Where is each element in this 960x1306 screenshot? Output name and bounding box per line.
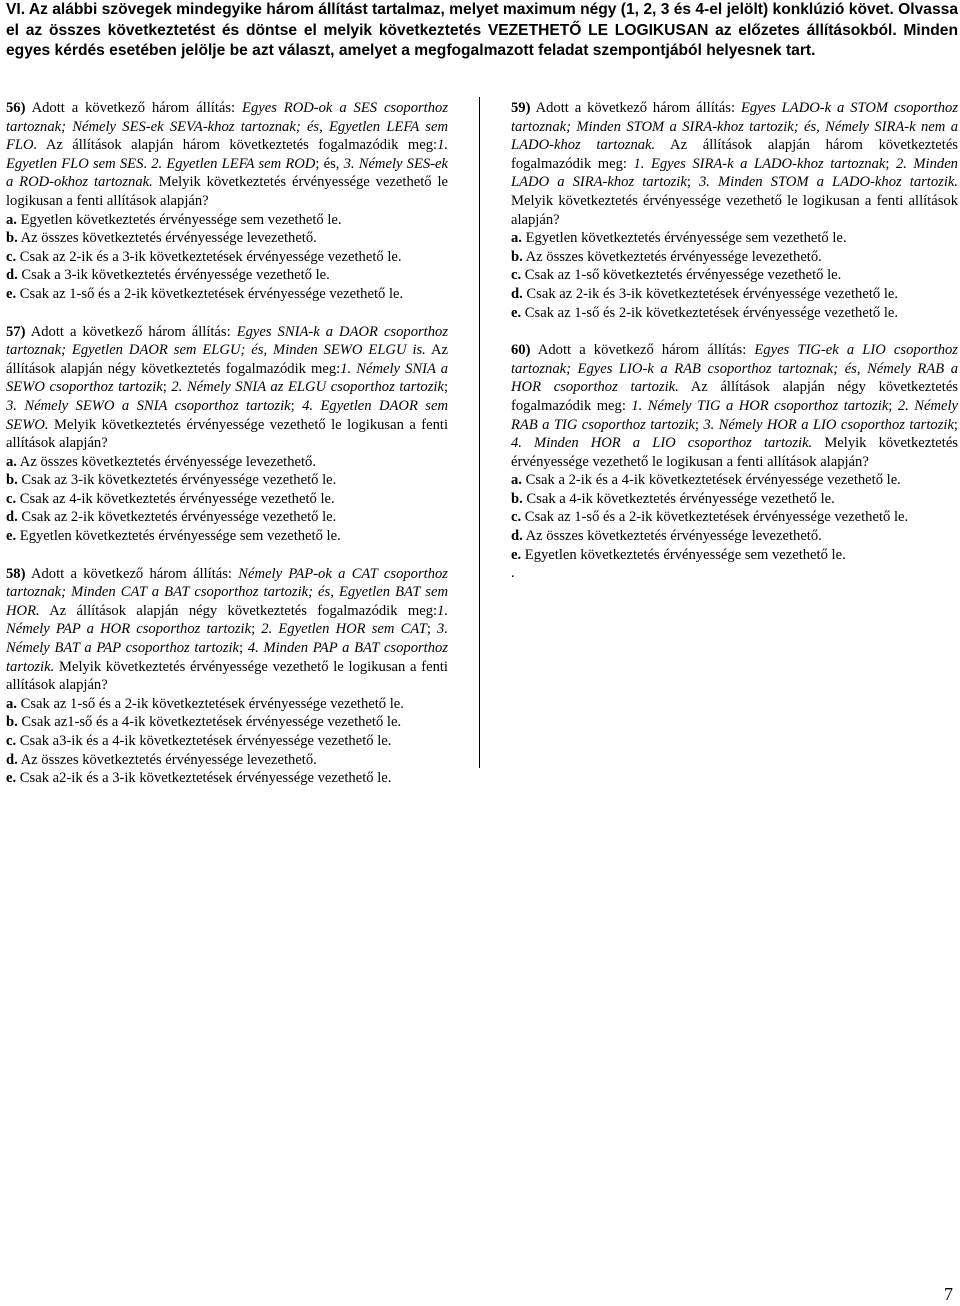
option-e[interactable]: e. Csak az 1-ső és 2-ik következtetések érvényessége vezethető le. bbox=[511, 304, 898, 321]
premises: Némely PAP-ok a CAT csoporthoz tartoznak; Minden CAT a BAT csoporthoz tartozik; és, Egyetlen BAT sem HOR. bbox=[6, 565, 448, 619]
question-number: 58) bbox=[6, 565, 26, 582]
question-57 bbox=[6, 323, 448, 546]
conclusion-1: 1. Egyetlen FLO sem SES bbox=[6, 137, 449, 172]
option-c[interactable]: c. Csak az 1-ső következtetés érvényessége vezethető le. bbox=[511, 267, 842, 284]
conclusion-3: 3. Némely BAT a PAP csoporthoz tartozik bbox=[6, 621, 448, 657]
option-c[interactable]: c. Csak a3-ik és a 4-ik következtetések érvényessége vezethető le. bbox=[6, 733, 392, 749]
question-stem: 57) Adott a következő három állítás: Egyes SNIA-k a DAOR csoporthoz tartoznak; Egyetlen DAOR sem ELGU; és, Minden SEWO ELGU is. Az állítások alapján négy következtetés fogalmazódik meg:1. Némely SNIA a SEWO csoporthoz tartozik; 2. Némely SNIA az ELGU csoporthoz tartozik; 3. Némely SEWO a SNIA csoporthoz tartozik; 4. Egyetlen DAOR sem SEWO. Melyik következtetés érvényessége vezethető le logikusan a fenti allítások alapján? bbox=[6, 323, 449, 452]
left-column bbox=[6, 99, 448, 807]
premises: Egyes SNIA-k a DAOR csoporthoz tartoznak; Egyetlen DAOR sem ELGU; és, Minden SEWO ELGU is. bbox=[6, 323, 449, 359]
question-stem: 58) Adott a következő három állítás: Némely PAP-ok a CAT csoporthoz tartoznak; Minden CAT a BAT csoporthoz tartozik; és, Egyetlen BAT sem HOR. Az állítások alapján négy következtetés fogalmazódik meg:1. Némely PAP a HOR csoporthoz tartozik; 2. Egyetlen HOR sem CAT; 3. Némely BAT a PAP csoporthoz tartozik; 4. Minden PAP a BAT csoporthoz tartozik. Melyik következtetés érvényessége vezethető le logikusan a fenti allítások alapján? bbox=[6, 565, 449, 694]
conclusion-2: 2. Némely SNIA az ELGU csoporthoz tartozik bbox=[171, 379, 444, 396]
option-d[interactable]: d. Csak az 2-ik következtetés érvényessége vezethető le. bbox=[6, 509, 337, 526]
conclusion-2: 2. Egyetlen HOR sem CAT bbox=[261, 621, 427, 638]
conclusion-1: 1. Némely TIG a HOR csoporthoz tartozik bbox=[631, 397, 889, 414]
option-a[interactable]: a. Az összes következtetés érvényessége levezethető. bbox=[6, 453, 316, 470]
option-d[interactable]: d. Az összes következtetés érvényessége levezethető. bbox=[511, 528, 822, 545]
option-a[interactable]: a. Egyetlen következtetés érvényessége sem vezethető le. bbox=[6, 211, 342, 228]
question-56 bbox=[6, 99, 448, 304]
premises: Egyes LADO-k a STOM csoporthoz tartoznak; Minden STOM a SIRA-khoz tartozik; és, Némely SIRA-k nem a LADO-khoz tartoznak. bbox=[511, 100, 959, 154]
option-e[interactable]: e. Egyetlen következtetés érvényessége sem vezethető le. bbox=[6, 528, 341, 545]
conclusion-3: 3. Minden STOM a LADO-khoz tartozik. bbox=[698, 174, 959, 191]
question-number: 57) bbox=[6, 323, 26, 340]
question-60 bbox=[511, 341, 958, 583]
question-stem: 56) Adott a következő három állítás: Egyes ROD-ok a SES csoporthoz tartoznak; Némely SES-ek SEVA-khoz tartoznak; és, Egyetlen LEFA sem FLO. Az állítások alapján három következtetés fogalmazódik meg:1. Egyetlen FLO sem SES. 2. Egyetlen LEFA sem ROD; és, 3. Némely SES-ek a ROD-okhoz tartoznak. Melyik következtetés érvényessége vezethető le logikusan a fenti allítások alapján? bbox=[6, 100, 449, 209]
option-a[interactable]: a. Egyetlen következtetés érvényessége sem vezethető le. bbox=[511, 230, 847, 247]
instructions-header bbox=[6, 0, 958, 62]
premises: Egyes TIG-ek a LIO csoporthoz tartoznak; Egyes LIO-k a RAB csoporthoz tartoznak; és, Némely RAB a HOR csoporthoz tartozik. bbox=[511, 342, 958, 396]
option-d[interactable]: d. Csak a 3-ik következtetés érvényessége vezethető le. bbox=[6, 267, 330, 284]
option-d[interactable]: d. Az összes következtetés érvényessége levezethető. bbox=[6, 751, 317, 768]
option-a[interactable]: a. Csak a 2-ik és a 4-ik következtetések érvényessége vezethető le. bbox=[511, 472, 901, 489]
conclusion-4: 4. Minden HOR a LIO csoporthoz tartozik. bbox=[511, 435, 813, 452]
conclusion-3: 3. Némely SEWO a SNIA csoporthoz tartozik bbox=[6, 397, 291, 414]
conclusion-2: 2. Minden LADO a SIRA-khoz tartozik bbox=[511, 155, 958, 191]
option-e[interactable]: e. Csak a2-ik és a 3-ik következtetések érvényessége vezethető le. bbox=[6, 770, 392, 787]
question-number: 56) bbox=[6, 100, 26, 116]
question-58 bbox=[6, 565, 448, 788]
option-b[interactable]: b. Csak az1-ső és a 4-ik következtetések érvényessége vezethető le. bbox=[6, 714, 402, 731]
question-59 bbox=[511, 99, 958, 322]
right-column bbox=[511, 99, 958, 602]
conclusion-1: 1. Némely SNIA a SEWO csoporthoz tartozik bbox=[6, 360, 448, 396]
question-number: 60) bbox=[511, 342, 531, 359]
premises: Egyes ROD-ok a SES csoporthoz tartoznak; Némely SES-ek SEVA-khoz tartoznak; és, Egyetlen LEFA sem FLO. bbox=[6, 100, 449, 154]
page-number: 7 bbox=[944, 1284, 953, 1304]
option-c[interactable]: c. Csak az 2-ik és a 3-ik következtetések érvényessége vezethető le. bbox=[6, 248, 402, 265]
conclusion-3: 3. Némely HOR a LIO csoporthoz tartozik bbox=[703, 416, 954, 433]
conclusion-1: 1. Egyes SIRA-k a LADO-khoz tartoznak bbox=[633, 155, 886, 172]
conclusion-2: 2. Némely RAB a TIG csoporthoz tartozik bbox=[511, 397, 958, 433]
question-stem: 60) Adott a következő három állítás: Egyes TIG-ek a LIO csoporthoz tartoznak; Egyes LIO-k a RAB csoporthoz tartoznak; és, Némely RAB a HOR csoporthoz tartozik. Az állítások alapján négy következtetés fogalmazódik meg: 1. Némely TIG a HOR csoporthoz tartozik; 2. Némely RAB a TIG csoporthoz tartozik; 3. Némely HOR a LIO csoporthoz tartozik; 4. Minden HOR a LIO csoporthoz tartozik. Melyik következtetés érvényessége vezethető le logikusan a fenti allítások alapján? bbox=[511, 342, 959, 470]
conclusion-1: 1. Némely PAP a HOR csoporthoz tartozik bbox=[6, 602, 448, 638]
option-b[interactable]: b. Az összes következtetés érvényessége levezethető. bbox=[511, 248, 822, 265]
option-c[interactable]: c. Csak az 1-ső és a 2-ik következtetések érvényessége vezethető le. bbox=[511, 509, 909, 526]
conclusion-3: 3. Némely SES-ek a ROD-okhoz tartoznak. bbox=[6, 155, 448, 191]
option-c[interactable]: c. Csak az 4-ik következtetés érvényessége vezethető le. bbox=[6, 490, 335, 507]
question-number: 59) bbox=[511, 100, 531, 116]
conclusion-2: 2. Egyetlen LEFA sem ROD bbox=[151, 155, 316, 172]
column-divider bbox=[479, 97, 480, 768]
conclusion-4: 4. Minden PAP a BAT csoporthoz tartozik. bbox=[6, 640, 449, 675]
question-stem: 59) Adott a következő három állítás: Egyes LADO-k a STOM csoporthoz tartoznak; Minden STOM a SIRA-khoz tartozik; és, Némely SIRA-k nem a LADO-khoz tartoznak. Az állítások alapján három következtetés fogalmazódik meg: 1. Egyes SIRA-k a LADO-khoz tartoznak; 2. Minden LADO a SIRA-khoz tartozik; 3. Minden STOM a LADO-khoz tartozik. Melyik következtetés érvényessége vezethető le logikusan a fenti allítások alapján? bbox=[511, 100, 959, 228]
option-e[interactable]: e. Egyetlen következtetés érvényessége sem vezethető le. bbox=[511, 546, 846, 563]
trailing-period: . bbox=[511, 565, 515, 582]
option-b[interactable]: b. Az összes következtetés érvényessége levezethető. bbox=[6, 230, 317, 247]
conclusion-4: 4. Egyetlen DAOR sem SEWO. bbox=[6, 397, 448, 433]
option-e[interactable]: e. Csak az 1-ső és a 2-ik következtetések érvényessége vezethető le. bbox=[6, 285, 404, 302]
instructions-text: VI. Az alábbi szövegek mindegyike három állítást tartalmaz, melyet maximum négy (1, 2, 3 és 4-el jelölt) konklúzió követ. Olvassa el az összes következtetést és döntse el melyik következtetés VEZETHETŐ LE LOGIKUSAN az előzetes állításokból. Minden egyes kérdés esetében jelölje be azt választ, amelyet a megfogalmazott feladat szempontjából helyesnek tart. bbox=[6, 1, 958, 59]
option-b[interactable]: b. Csak az 3-ik következtetés érvényessége vezethető le. bbox=[6, 472, 337, 489]
option-d[interactable]: d. Csak az 2-ik és 3-ik következtetések érvényessége vezethető le. bbox=[511, 285, 898, 302]
option-a[interactable]: a. Csak az 1-ső és a 2-ik következtetések érvényessége vezethető le. bbox=[6, 695, 404, 712]
option-b[interactable]: b. Csak a 4-ik következtetés érvényessége vezethető le. bbox=[511, 490, 835, 507]
